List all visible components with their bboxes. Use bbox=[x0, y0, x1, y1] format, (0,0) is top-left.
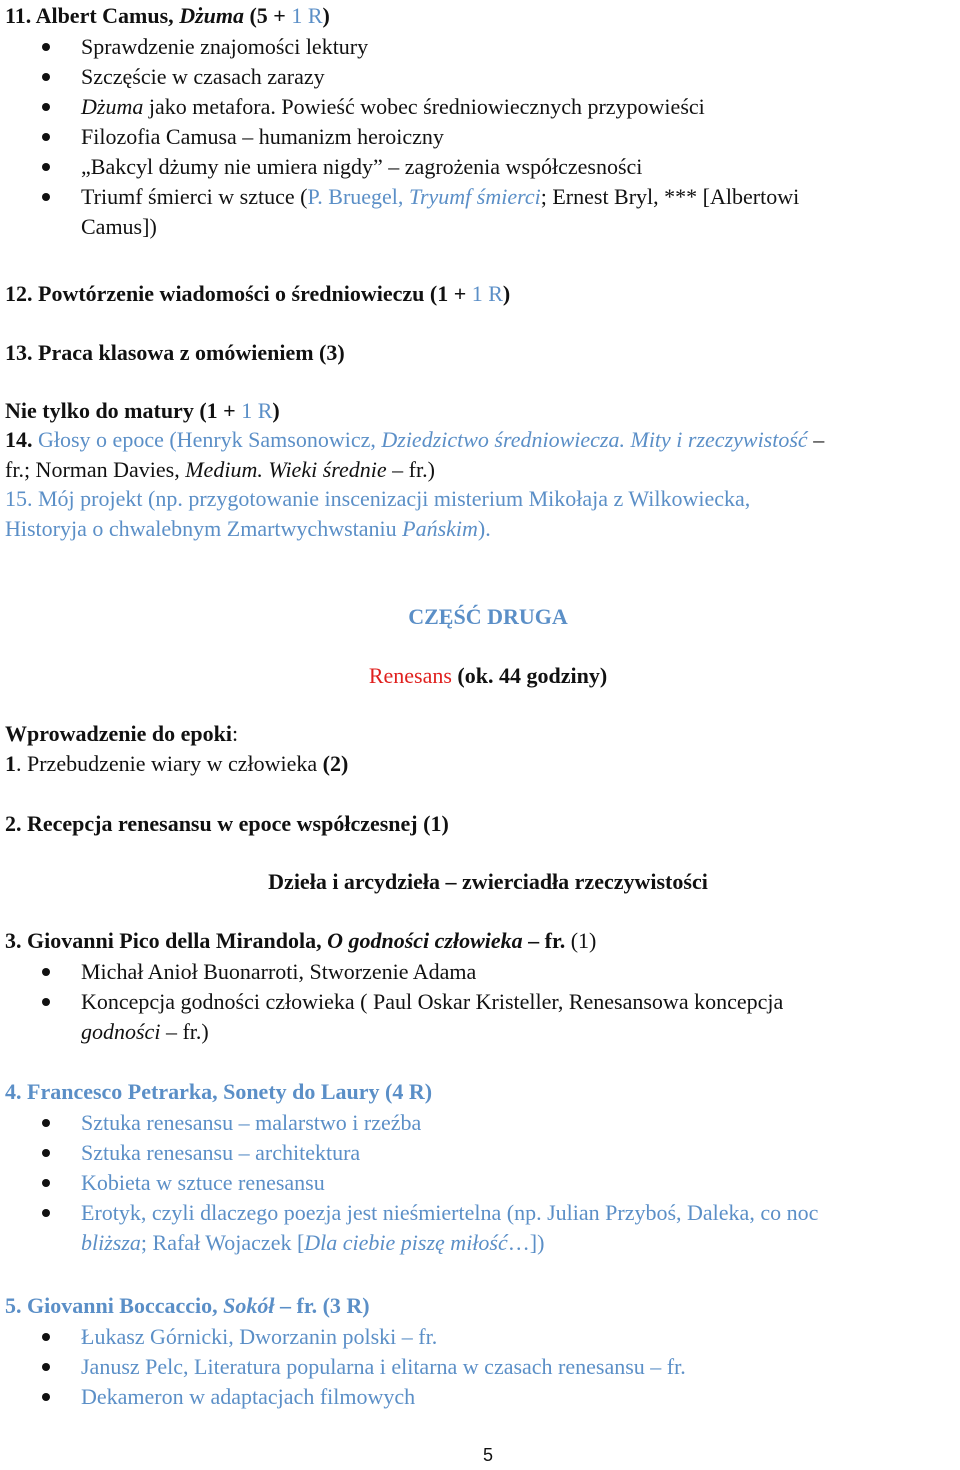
section-15-line-1: 15. Mój projekt (np. przygotowanie inscenizacji misterium Mikołaja z Wilkowiecka, bbox=[5, 486, 751, 511]
bullet-icon bbox=[42, 968, 50, 976]
bullet-icon bbox=[42, 43, 50, 51]
renaissance-title: Renesans (ok. 44 godziny) bbox=[368, 663, 608, 688]
bullet-icon bbox=[42, 1363, 50, 1371]
list-item: Łukasz Górnicki, Dworzanin polski – fr. bbox=[0, 1322, 950, 1352]
part-two-title: CZĘŚĆ DRUGA bbox=[408, 604, 568, 629]
list-item: Szczęście w czasach zarazy bbox=[0, 62, 950, 92]
list-item: Erotyk, czyli dlaczego poezja jest nieśmiertelna (np. Julian Przyboś, Daleka, co noc bliższa; Rafał Wojaczek [Dla ciebie piszę miłość…]) bbox=[0, 1198, 950, 1258]
renaissance-item-2: 2. Recepcja renesansu w epoce współczesnej (1) bbox=[5, 811, 449, 836]
page-number: 5 bbox=[482, 1445, 493, 1465]
list-item: Dżuma jako metafora. Powieść wobec średniowiecznych przypowieści bbox=[0, 92, 950, 122]
item-5-list bbox=[0, 1322, 950, 1412]
bullet-icon bbox=[42, 103, 50, 111]
list-item: Triumf śmierci w sztuce (P. Bruegel, Tryumf śmierci; Ernest Bryl, *** [Albertowi Camus]) bbox=[0, 182, 950, 242]
list-item: Dekameron w adaptacjach filmowych bbox=[0, 1382, 950, 1412]
list-item: Michał Anioł Buonarroti, Stworzenie Adama bbox=[0, 957, 950, 987]
renaissance-item-5: 5. Giovanni Boccaccio, Sokół – fr. (3 R) bbox=[5, 1293, 370, 1318]
section-15-line-2: Historyja o chwalebnym Zmartwychwstaniu Pańskim). bbox=[5, 516, 491, 541]
renaissance-item-4: 4. Francesco Petrarka, Sonety do Laury (4 R) bbox=[5, 1079, 433, 1104]
bullet-icon bbox=[42, 73, 50, 81]
section-13-heading: 13. Praca klasowa z omówieniem (3) bbox=[5, 340, 345, 365]
bullet-icon bbox=[42, 998, 50, 1006]
section-14-line-2: fr.; Norman Davies, Medium. Wieki średnie – fr.) bbox=[5, 457, 435, 482]
list-item: Sprawdzenie znajomości lektury bbox=[0, 32, 950, 62]
list-item: Sztuka renesansu – malarstwo i rzeźba bbox=[0, 1108, 950, 1138]
bullet-icon bbox=[42, 1119, 50, 1127]
list-item: Janusz Pelc, Literatura popularna i elitarna w czasach renesansu – fr. bbox=[0, 1352, 950, 1382]
item-3-list bbox=[0, 957, 950, 1047]
list-item: Filozofia Camusa – humanizm heroiczny bbox=[0, 122, 950, 152]
bullet-icon bbox=[42, 1209, 50, 1217]
bullet-icon bbox=[42, 1393, 50, 1401]
bullet-icon bbox=[42, 133, 50, 141]
list-item: Kobieta w sztuce renesansu bbox=[0, 1168, 950, 1198]
bullet-icon bbox=[42, 193, 50, 201]
extra-section-heading: Nie tylko do matury (1 + 1 R) bbox=[5, 398, 280, 423]
renaissance-item-1: 1. Przebudzenie wiary w człowieka (2) bbox=[5, 751, 349, 776]
section-14-line-1: 14. Głosy o epoce (Henryk Samsonowicz, Dziedzictwo średniowiecza. Mity i rzeczywistość – bbox=[5, 427, 825, 452]
section-11-heading: 11. Albert Camus, Dżuma (5 + 1 R) bbox=[5, 3, 330, 28]
bullet-icon bbox=[42, 1149, 50, 1157]
intro-heading: Wprowadzenie do epoki: bbox=[5, 721, 239, 746]
bullet-icon bbox=[42, 1333, 50, 1341]
list-item: „Bakcyl dżumy nie umiera nigdy” – zagrożenia współczesności bbox=[0, 152, 950, 182]
subsection-title: Dzieła i arcydzieła – zwierciadła rzeczywistości bbox=[268, 869, 708, 894]
section-11-list bbox=[0, 32, 950, 242]
bullet-icon bbox=[42, 1179, 50, 1187]
bullet-icon bbox=[42, 163, 50, 171]
renaissance-item-3: 3. Giovanni Pico della Mirandola, O godności człowieka – fr. (1) bbox=[5, 928, 597, 953]
item-4-list bbox=[0, 1108, 950, 1258]
list-item: Sztuka renesansu – architektura bbox=[0, 1138, 950, 1168]
section-12-heading: 12. Powtórzenie wiadomości o średniowieczu (1 + 1 R) bbox=[5, 281, 511, 306]
list-item: Koncepcja godności człowieka ( Paul Oskar Kristeller, Renesansowa koncepcja godności – fr.) bbox=[0, 987, 950, 1047]
